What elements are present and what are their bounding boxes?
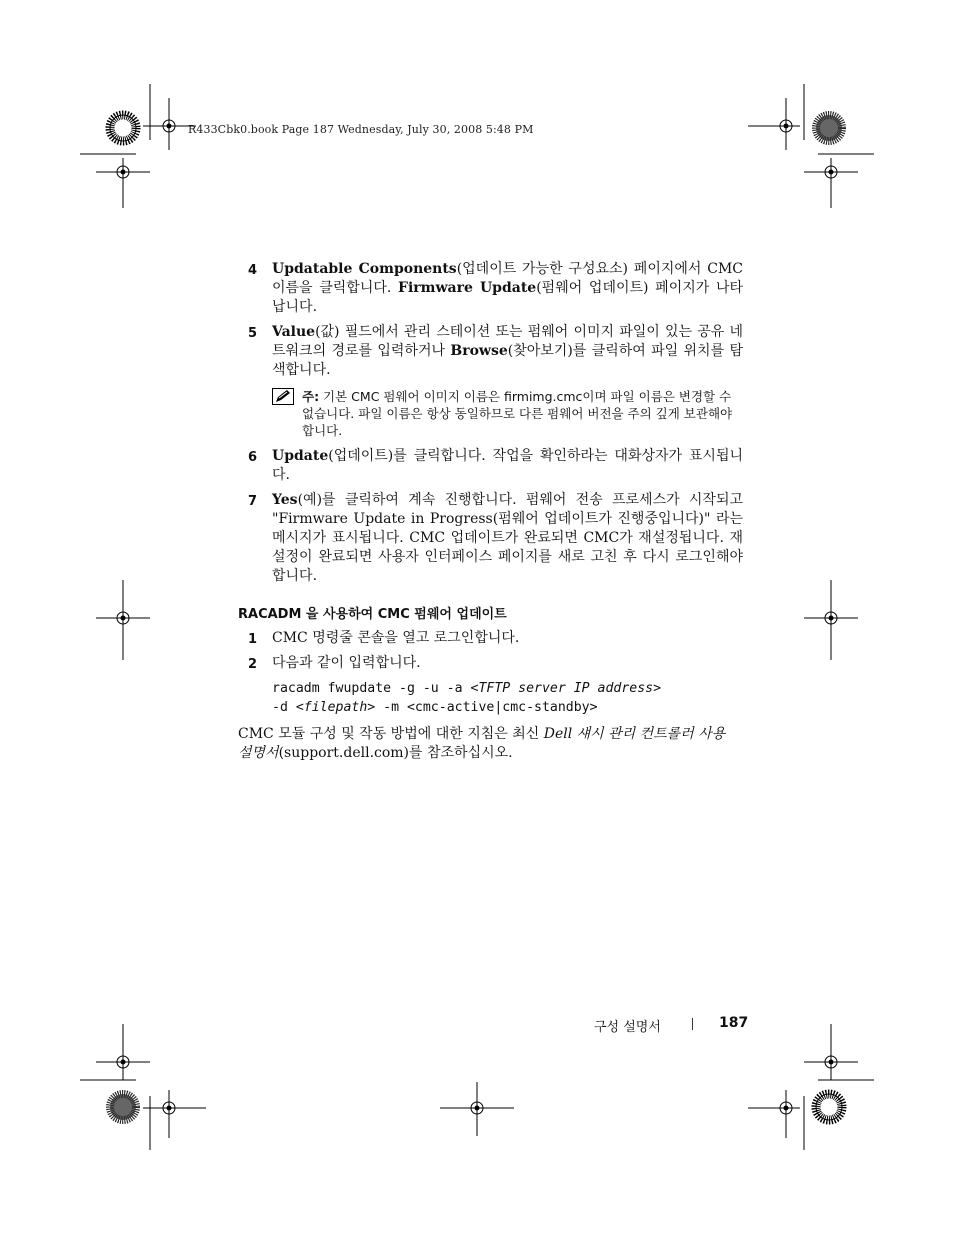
footer-separator xyxy=(692,1018,693,1030)
step-text-part: (업데이트 가능한 구성요소) 페이지에서 CMC 이름을 클릭합니다. xyxy=(272,261,743,296)
step-number: 4 xyxy=(248,263,258,278)
section-heading: RACADM 을 사용하여 CMC 펌웨어 업데이트 xyxy=(238,607,507,622)
step-text xyxy=(272,323,743,380)
step-text-part: (예)를 클릭하여 계속 진행합니다. 펌웨어 전송 프로세스가 시작되고 "Firmware Update in Progress(펌웨어 업데이트가 진행중입니다)" 라는 메시지가 표시됩니다. CMC 업데이트가 완료되면 CMC가 재설정됩니다. 재설정이 완료되면 사용자 인터페이스 페이지를 새로 고친 후 다시 로그인해야 합니다. xyxy=(272,492,743,584)
step-4 xyxy=(238,260,743,317)
ui-term: Updatable Components xyxy=(272,261,457,277)
step-text-part: (값) 필드에서 관리 스테이션 또는 펌웨어 이미지 파일이 있는 공유 네트워크의 경로를 입력하거나 xyxy=(272,324,743,359)
ui-term: Yes xyxy=(272,492,298,508)
code-text: racadm fwupdate -g -u -a xyxy=(272,681,471,696)
code-placeholder: <filepath> xyxy=(295,700,376,715)
ui-term: Value xyxy=(272,324,316,340)
note-label: 주: xyxy=(302,389,320,404)
code-text: -d xyxy=(272,700,296,715)
step-number: 5 xyxy=(248,326,258,341)
step-text xyxy=(272,260,743,317)
manual-title: Dell 섀시 관리 컨트롤러 사용 설명서 xyxy=(238,726,726,761)
ui-term: Update xyxy=(272,448,329,464)
step-text: 다음과 같이 입력합니다. xyxy=(272,655,421,671)
step-number: 1 xyxy=(248,632,258,647)
section-step-1 xyxy=(238,629,743,648)
step-text xyxy=(272,491,743,586)
step-text-part: (찾아보기)를 클릭하여 파일 위치를 탐색합니다. xyxy=(272,343,743,378)
command-code-block xyxy=(272,679,743,717)
note-box xyxy=(272,388,743,439)
note-pencil-icon xyxy=(272,388,294,405)
note-text: 기본 CMC 펌웨어 이미지 이름은 firmimg.cmc이며 파일 이름은 변경할 수 없습니다. 파일 이름은 항상 동일하므로 다른 펌웨어 버전을 주의 깊게 보관해야 합니다. xyxy=(302,389,733,438)
print-slug-header: R433Cbk0.book Page 187 Wednesday, July 30, 2008 5:48 PM xyxy=(188,123,534,136)
step-text-part: (펌웨어 업데이트) 페이지가 나타납니다. xyxy=(272,280,743,315)
ui-term: Browse xyxy=(450,343,508,359)
step-6 xyxy=(238,447,743,485)
ui-term: Firmware Update xyxy=(398,280,537,296)
para-text: CMC 모듈 구성 및 작동 방법에 대한 지침은 최신 xyxy=(238,726,544,742)
para-text: (support.dell.com)를 참조하십시오. xyxy=(278,745,513,761)
section-step-2 xyxy=(238,654,743,673)
step-5 xyxy=(238,323,743,380)
page-number: 187 xyxy=(719,1015,749,1031)
step-number: 6 xyxy=(248,450,258,465)
step-number: 7 xyxy=(248,494,258,509)
step-text xyxy=(272,447,743,485)
page-content xyxy=(238,260,743,763)
code-text: -m <cmc-active|cmc-standby> xyxy=(375,700,598,715)
reference-paragraph xyxy=(238,725,743,763)
step-text-part: (업데이트)를 클릭합니다. 작업을 확인하라는 대화상자가 표시됩니다. xyxy=(272,448,743,483)
step-7 xyxy=(238,491,743,586)
step-text: CMC 명령줄 콘솔을 열고 로그인합니다. xyxy=(272,630,520,646)
footer-chapter-title: 구성 설명서 xyxy=(594,1020,661,1035)
code-placeholder: <TFTP server IP address> xyxy=(470,681,662,696)
step-number: 2 xyxy=(248,657,258,672)
